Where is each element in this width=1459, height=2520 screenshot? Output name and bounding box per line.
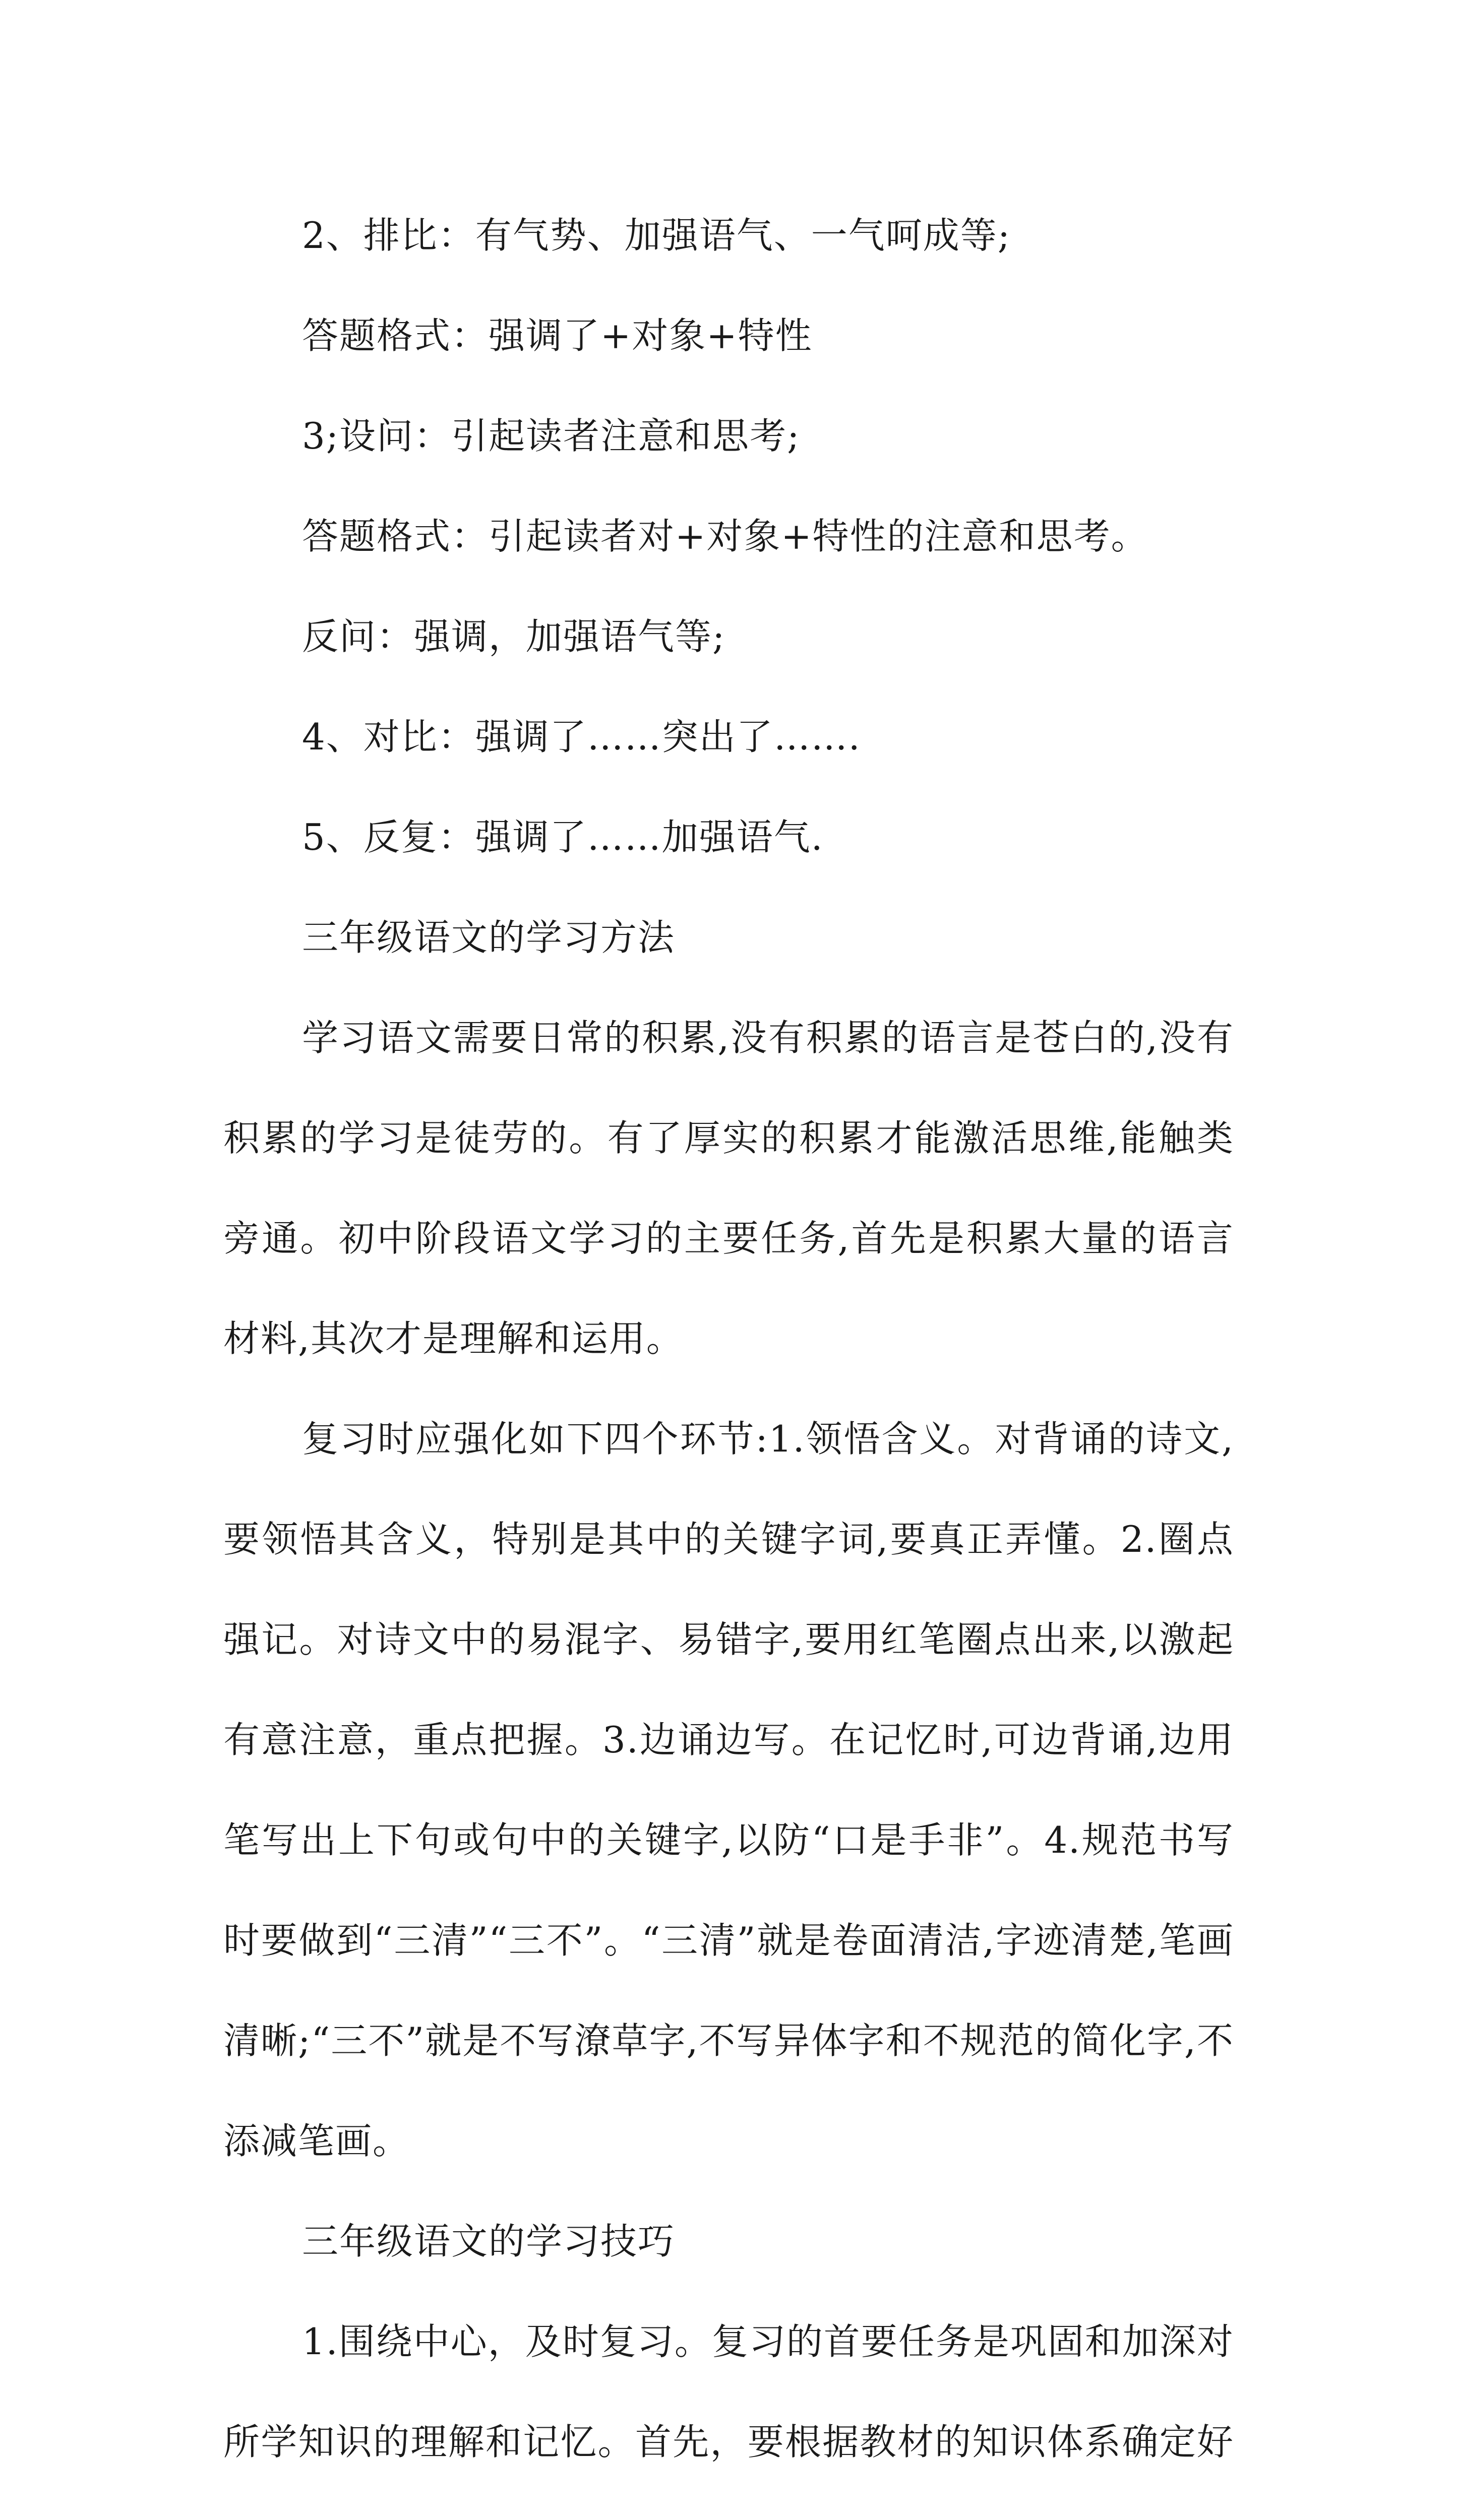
paragraph-accumulation: 学习语文需要日常的积累,没有积累的语言是苍白的,没有积累的学习是徒劳的。有了厚实的积累才能激活思维,能触类旁通。初中阶段语文学习的主要任务,首先是积累大量的语言材料,其次才是理解和运用。 [223,1017,1234,1360]
paragraph-review-steps: 复习时应强化如下四个环节:1.领悟含义。对背诵的诗文,要领悟其含义，特别是其中的关键字词,要真正弄懂。2.圈点强记。对诗文中的易混字、易错字,要用红笔圈点出来,以激起有意注意，重点把握。3.边诵边写。在记忆时,可边背诵,边用笔写出上下句或句中的关键字,以防“口是手非”。4.规范书写时要做到“三清”“三不”。“三清”就是卷面清洁,字迹清楚,笔画清晰;“三不”就是不写潦草字,不写异体字和不规范的简化字,不添减笔画。 [223,1418,1234,2162]
paragraph-review-center: 1.围绕中心，及时复习。复习的首要任务是巩固和加深对所学知识的理解和记忆。首先，要根据教材的知识体系确定好 [223,2320,1234,2463]
text-line-counter-question: 反问：强调，加强语气等; [302,615,726,658]
text-line-answer-format-2: 答题格式：引起读者对+对象+特性的注意和思考。 [302,515,1148,557]
text-line-repetition: 5、反复：强调了……加强语气. [302,816,824,858]
text-line-answer-format-1: 答题格式：强调了+对象+特性 [302,314,813,357]
text-line-parallelism: 2、排比：有气势、加强语气、一气呵成等; [302,214,1011,257]
section-heading-study-skills: 三年级语文的学习技巧 [302,2220,676,2262]
text-line-contrast: 4、对比：强调了……突出了……. [302,716,861,758]
section-heading-study-methods: 三年级语文的学习方法 [302,916,676,959]
document-body [223,185,1234,2520]
text-line-rhetorical-question: 3;设问：引起读者注意和思考; [302,415,801,457]
